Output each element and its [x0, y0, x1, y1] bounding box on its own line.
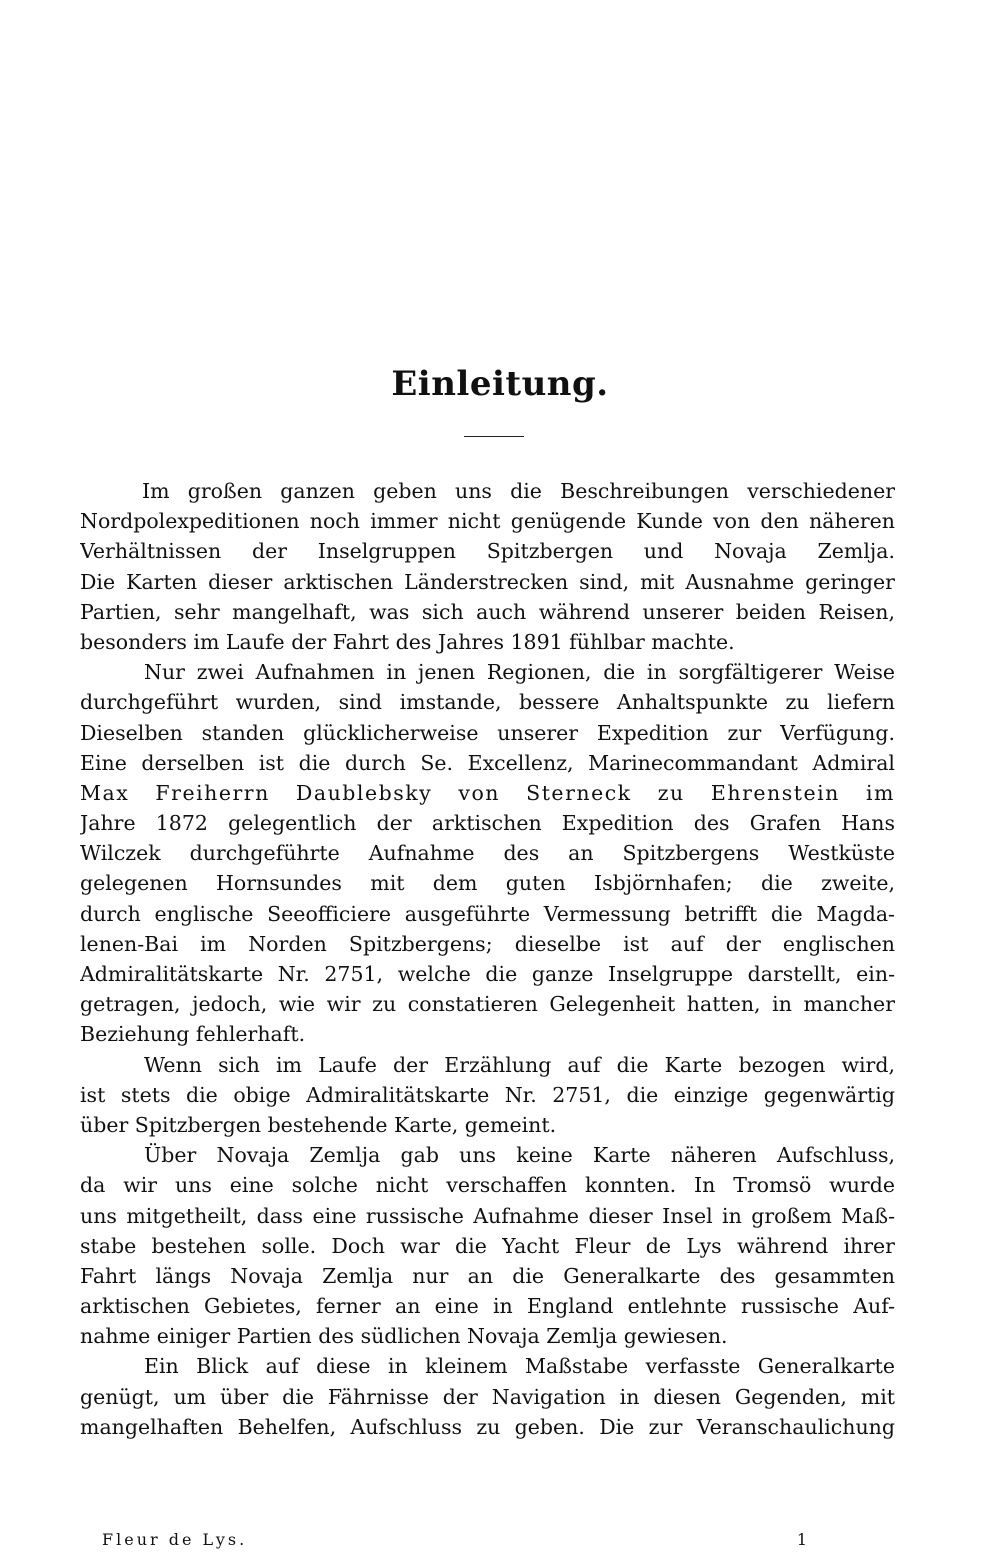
text-line-31: genügt, um über die Fährnisse der Navigation in diesen Gegenden, mit	[80, 1384, 895, 1409]
text-line-16: lenen-Bai im Norden Spitzbergens; dieselbe ist auf der englischen	[80, 931, 895, 956]
text-line-13: Wilczek durchgeführte Aufnahme des an Spitzbergens Westküste	[80, 841, 895, 866]
page-footer	[80, 1530, 895, 1554]
text-line-30: Ein Blick auf diese in kleinem Maßstabe verfasste Generalkarte	[144, 1354, 895, 1379]
text-line-27: Fahrt längs Novaja Zemlja nur an die Generalkarte des gesammten	[80, 1263, 895, 1288]
printer-signature: Fleur de Lys.	[102, 1530, 248, 1549]
text-line-19: Beziehung fehlerhaft.	[80, 1022, 306, 1047]
text-line-12: Jahre 1872 gelegentlich der arktischen Expedition des Grafen Hans	[80, 811, 895, 836]
text-line-29: nahme einiger Partien des südlichen Novaja Zemlja gewiesen.	[80, 1324, 728, 1349]
title-divider	[464, 436, 524, 437]
text-line-21: ist stets die obige Admiralitätskarte Nr. 2751, die einzige gegenwärtig	[80, 1082, 895, 1107]
page-title: Einleitung.	[391, 364, 609, 404]
text-line-28: arktischen Gebietes, ferner an eine in England entlehnte russische Auf-	[80, 1294, 895, 1319]
text-line-22: über Spitzbergen bestehende Karte, gemeint.	[80, 1112, 557, 1137]
text-line-1: Im großen ganzen geben uns die Beschreibungen verschiedener	[142, 479, 895, 503]
text-line-32: mangelhaften Behelfen, Aufschluss zu geben. Die zur Veranschaulichung	[80, 1414, 895, 1439]
sheet-number: 1	[796, 1530, 810, 1549]
text-line-2: Nordpolexpeditionen noch immer nicht genügende Kunde von den näheren	[80, 509, 895, 534]
text-line-14: gelegenen Hornsundes mit dem guten Isbjörnhafen; die zweite,	[80, 871, 895, 896]
text-line-9: Dieselben standen glücklicherweise unserer Expedition zur Verfügung.	[80, 720, 895, 745]
text-line-5: Partien, sehr mangelhaft, was sich auch während unserer beiden Reisen,	[80, 599, 895, 624]
text-line-4: Die Karten dieser arktischen Länderstrecken sind, mit Ausnahme geringer	[80, 569, 895, 594]
text-line-7: Nur zwei Aufnahmen in jenen Regionen, die in sorgfältigerer Weise	[144, 660, 895, 685]
text-line-11: Max Freiherrn Daublebsky von Sterneck zu Ehrenstein im	[80, 780, 895, 805]
text-line-24: da wir uns eine solche nicht verschaffen konnten. In Tromsö wurde	[80, 1173, 895, 1198]
text-line-3: Verhältnissen der Inselgruppen Spitzbergen und Novaja Zemlja.	[80, 539, 895, 564]
body-text	[80, 476, 895, 1442]
text-line-10: Eine derselben ist die durch Se. Excellenz, Marinecommandant Admiral	[80, 750, 895, 775]
text-line-20: Wenn sich im Laufe der Erzählung auf die Karte bezogen wird,	[144, 1052, 895, 1077]
text-line-6: besonders im Laufe der Fahrt des Jahres 1891 fühlbar machte.	[80, 629, 735, 654]
text-line-17: Admiralitätskarte Nr. 2751, welche die ganze Inselgruppe darstellt, ein-	[80, 962, 895, 986]
text-line-15: durch englische Seeofficiere ausgeführte Vermessung betrifft die Magda-	[80, 901, 895, 926]
text-line-18: getragen, jedoch, wie wir zu constatieren Gelegenheit hatten, in mancher	[80, 992, 895, 1017]
text-line-25: uns mitgetheilt, dass eine russische Aufnahme dieser Insel in großem Maß-	[80, 1203, 895, 1228]
text-line-26: stabe bestehen solle. Doch war die Yacht Fleur de Lys während ihrer	[80, 1233, 895, 1258]
text-line-8: durchgeführt wurden, sind imstande, bessere Anhaltspunkte zu liefern	[80, 690, 895, 715]
text-line-23: Über Novaja Zemlja gab uns keine Karte näheren Aufschluss,	[144, 1143, 895, 1168]
